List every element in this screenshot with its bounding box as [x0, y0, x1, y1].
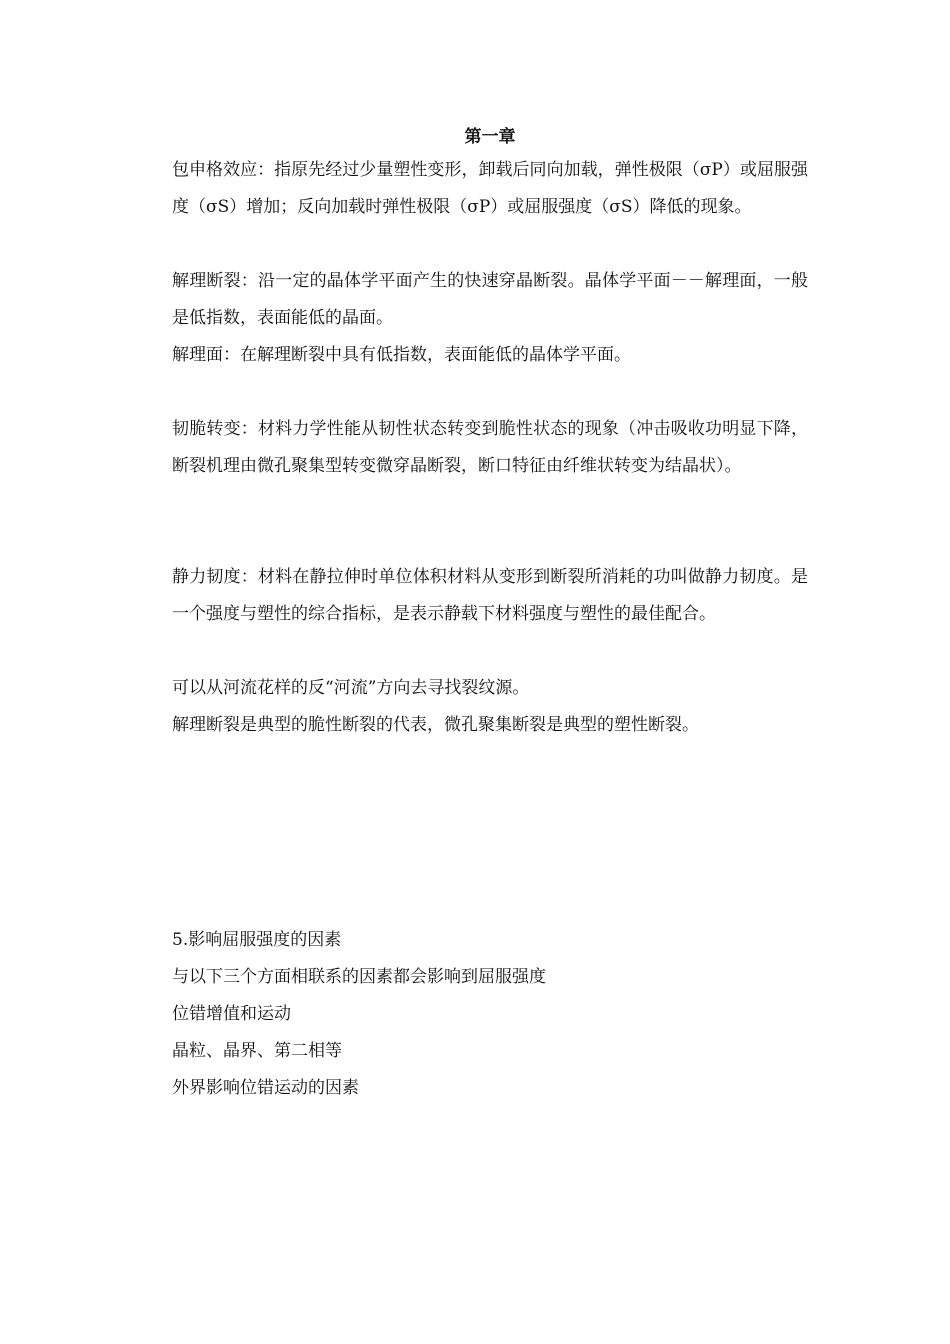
blank-line: [172, 633, 808, 670]
paragraph-ductile-brittle-transition: 韧脆转变：材料力学性能从韧性状态转变到脆性状态的现象（冲击吸收功明显下降，断裂机理由微孔聚集型转变微穿晶断裂，断口特征由纤维状转变为结晶状）。: [172, 419, 808, 476]
document-body: [172, 122, 808, 1107]
blank-line: [172, 374, 808, 411]
section-line: 位错增值和运动: [172, 1004, 291, 1024]
section-heading: 5.影响屈服强度的因素: [172, 930, 342, 950]
blank-line: [172, 226, 808, 263]
section-line: 外界影响位错运动的因素: [172, 1078, 359, 1098]
blank-lines: [172, 485, 808, 559]
section-line: 晶粒、晶界、第二相等: [172, 1041, 342, 1061]
paragraph-bauschinger-effect: 包申格效应：指原先经过少量塑性变形，卸载后同向加载，弹性极限（σP）或屈服强度（σS）增加；反向加载时弹性极限（σP）或屈服强度（σS）降低的现象。: [172, 160, 808, 217]
blank-lines: [172, 744, 808, 922]
paragraph-static-toughness: 静力韧度：材料在静拉伸时单位体积材料从变形到断裂所消耗的功叫做静力韧度。是一个强度与塑性的综合指标，是表示静载下材料强度与塑性的最佳配合。: [172, 567, 808, 624]
chapter-title: 第一章: [464, 127, 516, 147]
paragraph-cleavage-plane: 解理面：在解理断裂中具有低指数，表面能低的晶体学平面。: [172, 345, 631, 365]
paragraph-fracture-types: 解理断裂是典型的脆性断裂的代表，微孔聚集断裂是典型的塑性断裂。: [172, 715, 699, 735]
paragraph-cleavage-fracture: 解理断裂：沿一定的晶体学平面产生的快速穿晶断裂。晶体学平面－－解理面，一般是低指数，表面能低的晶面。: [172, 271, 808, 328]
section-line: 与以下三个方面相联系的因素都会影响到屈服强度: [172, 967, 546, 987]
paragraph-river-pattern: 可以从河流花样的反“河流”方向去寻找裂纹源。: [172, 678, 530, 698]
